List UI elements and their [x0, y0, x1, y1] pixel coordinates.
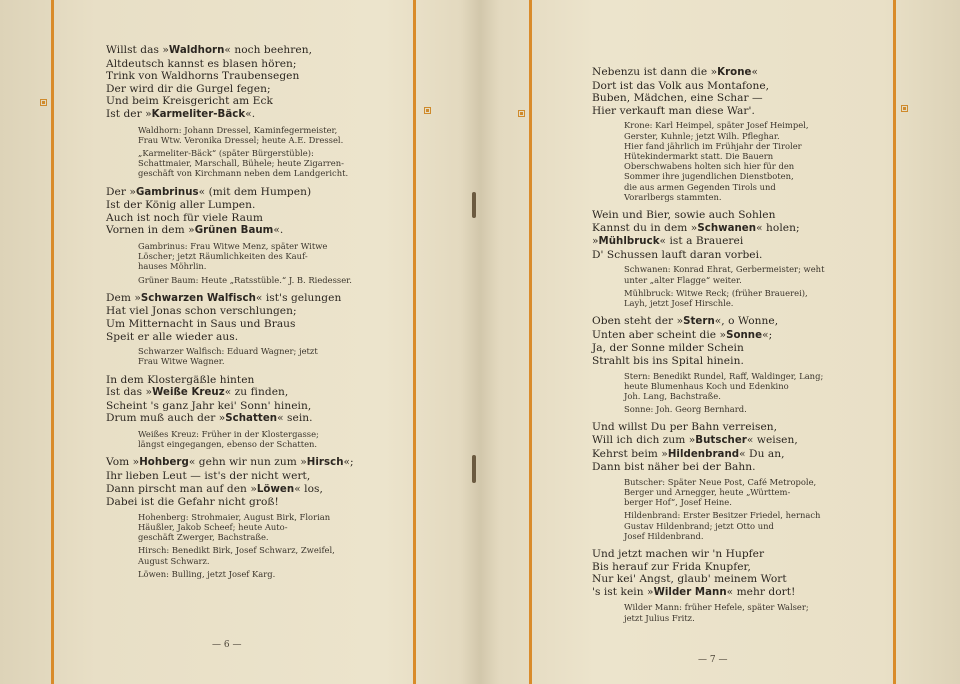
footnote-line: Berger und Arnegger, heute „Württem-	[624, 486, 791, 497]
verse-line	[592, 561, 882, 574]
verse-text: Strahlt bis ins Spital hinein.	[592, 354, 744, 367]
verse-text: « noch beehren,	[224, 44, 312, 56]
verse-text: Ist der König aller Lumpen.	[106, 199, 256, 212]
inn-name: Hirsch	[306, 457, 344, 469]
verse-line	[106, 186, 406, 200]
footnote-line: Vorarlbergs stammten.	[624, 191, 722, 202]
right-orange-rule	[893, 0, 896, 684]
verse-text: Nur kei' Angst, glaub' meinem Wort	[592, 573, 787, 586]
verse-line	[106, 58, 406, 71]
verse-line	[592, 315, 882, 329]
verse-line	[592, 355, 882, 368]
footnote-line: Hirsch: Benedikt Birk, Josef Schwarz, Zweifel,	[138, 545, 335, 556]
inn-name: Butscher	[695, 434, 747, 446]
verse-text: Altdeutsch kannst es blasen hören;	[106, 57, 297, 70]
footnote-line: Butscher: Später Neue Post, Café Metropole,	[624, 476, 817, 487]
footnote-line: Stern: Benedikt Rundel, Raff, Waldinger, Lang;	[624, 370, 824, 381]
footnote	[138, 512, 406, 543]
verse-text: « sein.	[277, 412, 313, 425]
verse-text: Scheint 's ganz Jahr kei' Sonn' hinein,	[106, 399, 312, 412]
footnote-line: Gambrinus: Frau Witwe Menz, später Witwe	[138, 240, 328, 251]
verse-text: Oben steht der »	[592, 315, 684, 328]
ornament-icon	[901, 105, 908, 112]
verse-line	[106, 412, 406, 426]
verse-text: Und willst Du per Bahn verreisen,	[592, 421, 778, 434]
verse-line	[106, 374, 406, 387]
verse-line	[106, 331, 406, 344]
verse-text: Der »	[106, 185, 136, 198]
footnote-line: längst eingegangen, ebenso der Schatten.	[138, 439, 318, 450]
stanza	[592, 548, 882, 623]
verse-text: Auch ist noch für viele Raum	[106, 211, 264, 224]
footnote-line: Layh, jetzt Josef Hirschle.	[624, 297, 734, 308]
verse-text: Dann bist näher bei der Bahn.	[592, 461, 756, 474]
verse-text: « gehn wir nun zum »	[188, 456, 307, 469]
inn-name: Sonne	[726, 329, 763, 341]
stanza	[592, 315, 882, 414]
inn-name: Schwanen	[697, 222, 757, 234]
center-left-orange-rule	[413, 0, 416, 684]
footnote	[624, 264, 882, 284]
inn-name: Wilder Mann	[653, 586, 727, 598]
verse-text: « holen;	[756, 221, 800, 234]
verse-line	[592, 222, 882, 236]
footnote-line: Wilder Mann: früher Hefele, später Walser;	[624, 602, 809, 613]
stanza	[106, 456, 406, 579]
inn-name: Löwen	[256, 483, 295, 495]
footnote-line: „Karmeliter-Bäck“ (später Bürgerstüble):	[138, 147, 314, 158]
page-number-left: — 6 —	[212, 640, 242, 650]
verse-line	[592, 434, 882, 448]
verse-line	[106, 292, 406, 306]
inn-name: Schwarzen Walfisch	[140, 292, 256, 304]
footnote	[624, 510, 882, 541]
footnote-line: Gerster, Kuhnle; jetzt Wilh. Pfleghar.	[624, 130, 780, 141]
verse-text: Kehrst beim »	[592, 447, 668, 460]
ornament-icon	[424, 107, 431, 114]
binding-staple	[472, 455, 476, 483]
verse-line	[592, 421, 882, 434]
verse-text: Nebenzu ist dann die »	[592, 66, 718, 78]
stanza	[106, 292, 406, 367]
verse-line	[592, 329, 882, 343]
verse-line	[592, 548, 882, 561]
verse-line	[106, 108, 406, 122]
footnote	[138, 125, 406, 145]
verse-line	[592, 209, 882, 222]
inn-name: Weiße Kreuz	[152, 387, 225, 399]
verse-line	[106, 212, 406, 225]
verse-line	[592, 235, 882, 249]
footnote-line: Sommer ihre jugendlichen Dienstboten,	[624, 171, 794, 182]
footnote-line: jetzt Julius Fritz.	[624, 612, 695, 623]
verse-text: 's ist kein »	[592, 585, 654, 598]
verse-text: «.	[245, 107, 256, 120]
verse-text: Und beim Kreisgericht am Eck	[106, 95, 273, 108]
verse-text: Speit er alle wieder aus.	[106, 330, 239, 343]
footnote-line: geschäft Zwerger, Bachstraße.	[138, 532, 269, 543]
stanza	[592, 66, 882, 202]
stanza	[106, 44, 406, 179]
verse-text: Der wird dir die Gurgel fegen;	[106, 82, 271, 95]
footnote-line: Frau Wtw. Veronika Dressel; heute A.E. Dressel.	[138, 134, 344, 145]
verse-text: Dabei ist die Gefahr nicht groß!	[106, 496, 279, 509]
page-number-right: — 7 —	[698, 655, 728, 665]
footnote	[624, 288, 882, 308]
footnote	[138, 148, 406, 179]
footnote-line: heute Blumenhaus Koch und Edenkino	[624, 380, 789, 391]
ornament-icon	[40, 99, 47, 106]
inn-name: Hildenbrand	[667, 448, 740, 460]
center-right-orange-rule	[529, 0, 532, 684]
footnote-line: Waldhorn: Johann Dressel, Kaminfegermeister,	[138, 124, 338, 135]
footnote-line: August Schwarz.	[138, 555, 210, 566]
verse-line	[106, 224, 406, 238]
footnote-line: Frau Witwe Wagner.	[138, 356, 225, 367]
verse-text: « (mit dem Humpen)	[198, 185, 312, 198]
verse-line	[106, 318, 406, 331]
footnote-line: Sonne: Joh. Georg Bernhard.	[624, 404, 747, 415]
inn-name: Waldhorn	[168, 45, 225, 56]
verse-line	[106, 95, 406, 108]
verse-text: Willst das »	[106, 44, 169, 56]
verse-line	[592, 249, 882, 262]
verse-line	[106, 305, 406, 318]
footnote-line: Hier fand jährlich im Frühjahr der Tiroler	[624, 140, 802, 151]
verse-text: In dem Klostergäßle hinten	[106, 373, 255, 386]
verse-text: Trink von Waldhorns Traubensegen	[106, 70, 300, 83]
inn-name: Hohberg	[139, 457, 189, 469]
stanza	[106, 186, 406, 285]
verse-line	[106, 496, 406, 509]
verse-line	[106, 83, 406, 96]
footnote	[138, 346, 406, 366]
footnote-line: Josef Hildenbrand.	[624, 530, 704, 541]
left-orange-rule	[51, 0, 54, 684]
footnote	[138, 241, 406, 272]
footnote	[624, 120, 882, 202]
verse-text: D' Schussen lauft daran vorbei.	[592, 248, 763, 261]
verse-line	[592, 342, 882, 355]
verse-text: Vornen in dem »	[106, 224, 195, 237]
verse-text: Dann pirscht man auf den »	[106, 482, 257, 495]
verse-text: «.	[273, 224, 284, 237]
left-page	[106, 44, 406, 586]
verse-line	[592, 105, 882, 118]
footnote	[624, 477, 882, 508]
footnote-line: Löscher; jetzt Räumlichkeiten des Kauf-	[138, 251, 308, 262]
inn-name: Schatten	[225, 413, 278, 425]
footnote-line: Gustav Hildenbrand; jetzt Otto und	[624, 520, 774, 531]
footnote-line: Mühlbruck: Witwe Reck; (früher Brauerei),	[624, 287, 808, 298]
verse-line	[592, 80, 882, 93]
verse-line	[106, 70, 406, 83]
verse-text: Um Mitternacht in Saus und Braus	[106, 317, 296, 330]
stanza	[592, 421, 882, 541]
footnote-line: Schwanen: Konrad Ehrat, Gerbermeister; weht	[624, 264, 825, 275]
verse-line	[592, 586, 882, 600]
verse-text: Ihr lieben Leut — ist's der nicht wert,	[106, 469, 311, 482]
verse-text: « ist's gelungen	[255, 291, 342, 304]
verse-line	[106, 483, 406, 497]
footnote	[138, 429, 406, 449]
footnote	[624, 404, 882, 414]
footnote-line: Häußler, Jakob Scheef; heute Auto-	[138, 521, 288, 532]
verse-text: Ist das »	[106, 386, 153, 399]
verse-line	[106, 456, 406, 470]
verse-text: Kannst du in dem »	[592, 221, 698, 234]
verse-text: »	[592, 235, 599, 248]
binding-staple	[472, 192, 476, 218]
verse-line	[106, 199, 406, 212]
verse-line	[592, 448, 882, 462]
right-page	[592, 66, 882, 630]
verse-text: Und jetzt machen wir 'n Hupfer	[592, 547, 765, 560]
verse-text: «, o Wonne,	[714, 315, 779, 328]
footnote-line: Weißes Kreuz: Früher in der Klostergasse;	[138, 428, 319, 439]
footnote-line: Krone: Karl Heimpel, später Josef Heimpel,	[624, 120, 809, 131]
inn-name: Krone	[717, 67, 752, 78]
footnote	[624, 602, 882, 622]
footnote	[624, 371, 882, 402]
verse-line	[592, 573, 882, 586]
verse-text: « weisen,	[746, 433, 798, 446]
verse-line	[106, 386, 406, 400]
footnote	[138, 545, 406, 565]
verse-text: Vom »	[106, 456, 140, 469]
verse-text: « zu finden,	[224, 386, 289, 399]
verse-text: Drum muß auch der »	[106, 412, 226, 425]
verse-text: Will ich dich zum »	[592, 433, 696, 446]
verse-text: Bis herauf zur Frida Knupfer,	[592, 560, 751, 573]
footnote-line: die aus armen Gegenden Tirols und	[624, 181, 776, 192]
footnote-line: hauses Möhrlin.	[138, 261, 207, 272]
footnote-line: Schattmaier, Marschall, Bühele; heute Zigarren-	[138, 158, 344, 169]
footnote	[138, 569, 406, 579]
verse-line	[592, 92, 882, 105]
footnote-line: Löwen: Bulling, jetzt Josef Karg.	[138, 568, 276, 579]
verse-text: «	[751, 66, 759, 78]
verse-text: « Du an,	[739, 447, 785, 460]
verse-text: Wein und Bier, sowie auch Sohlen	[592, 209, 776, 221]
verse-text: Dort ist das Volk aus Montafone,	[592, 79, 770, 92]
verse-line	[106, 44, 406, 58]
footnote-line: berger Hof“, Josef Heine.	[624, 497, 732, 508]
footnote-line: Hildenbrand: Erster Besitzer Friedel, hernach	[624, 510, 821, 521]
verse-line	[592, 66, 882, 80]
footnote-line: Hohenberg: Strohmaier, August Birk, Florian	[138, 511, 331, 522]
inn-name: Karmeliter-Bäck	[151, 108, 246, 120]
verse-text: Ja, der Sonne milder Schein	[592, 342, 744, 355]
footnote-line: Joh. Lang, Bachstraße.	[624, 390, 721, 401]
stanza	[592, 209, 882, 308]
ornament-icon	[518, 110, 525, 117]
verse-text: Unten aber scheint die »	[592, 328, 727, 341]
verse-text: « ist a Brauerei	[659, 235, 744, 248]
footnote-line: geschäft von Kirchmann neben dem Landgericht.	[138, 168, 349, 179]
verse-line	[106, 400, 406, 413]
verse-text: Hier verkauft man diese War'.	[592, 104, 755, 117]
inn-name: Mühlbruck	[598, 236, 660, 248]
verse-text: Dem »	[106, 291, 141, 304]
verse-text: « mehr dort!	[726, 585, 796, 598]
verse-text: «;	[762, 328, 773, 341]
verse-text: Hat viel Jonas schon verschlungen;	[106, 305, 297, 318]
verse-text: Ist der »	[106, 107, 152, 120]
inn-name: Grünen Baum	[194, 225, 274, 237]
verse-line	[592, 461, 882, 474]
footnote-line: Grüner Baum: Heute „Ratsstüble.“ J. B. Riedesser.	[138, 274, 352, 285]
inn-name: Gambrinus	[135, 186, 199, 198]
footnote-line: Oberschwabens holten sich hier für den	[624, 161, 795, 172]
footnote-line: Hütekindermarkt statt. Die Bauern	[624, 150, 774, 161]
footnote-line: Schwarzer Walfisch: Eduard Wagner; jetzt	[138, 346, 318, 357]
footnote	[138, 275, 406, 285]
footnote-line: unter „alter Flagge“ weiter.	[624, 274, 742, 285]
inn-name: Stern	[683, 316, 715, 328]
verse-line	[106, 470, 406, 483]
stanza	[106, 374, 406, 450]
verse-text: « los,	[294, 482, 323, 495]
verse-text: Buben, Mädchen, eine Schar —	[592, 92, 763, 105]
verse-text: «;	[343, 456, 354, 469]
